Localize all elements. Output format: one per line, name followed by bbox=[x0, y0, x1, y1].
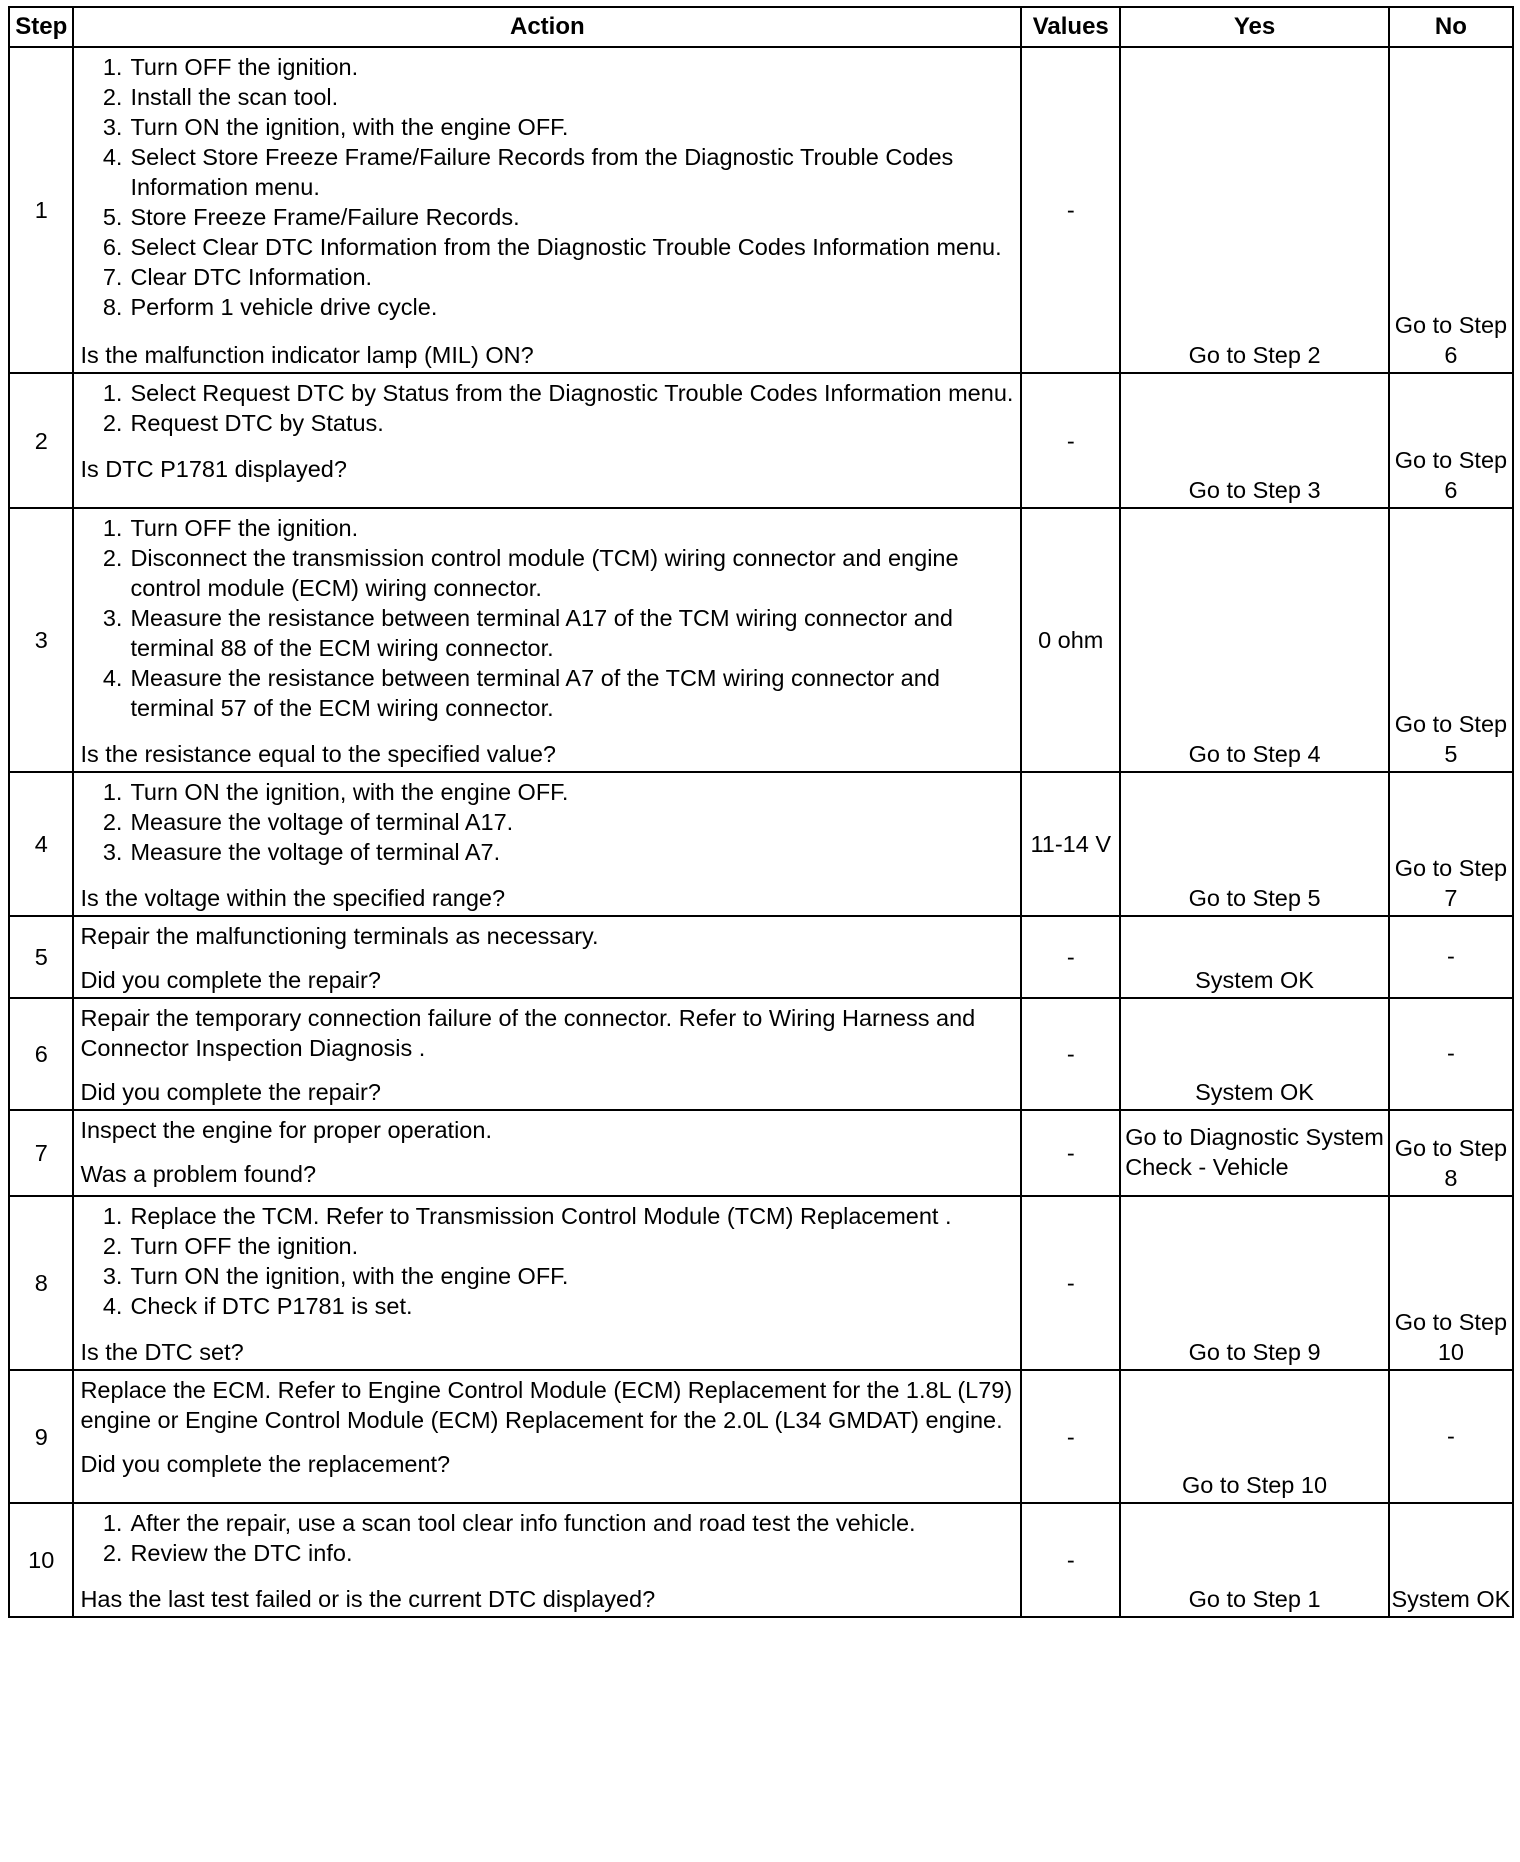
yes-cell: System OK bbox=[1120, 916, 1389, 998]
yes-cell: Go to Step 10 bbox=[1120, 1370, 1389, 1503]
action-steps bbox=[80, 378, 1014, 438]
table-row bbox=[9, 772, 1513, 916]
no-cell: Go to Step 5 bbox=[1389, 508, 1513, 772]
action-step: 1. Turn ON the ignition, with the engine OFF. bbox=[102, 779, 569, 805]
value-cell: - bbox=[1021, 916, 1120, 998]
step-number: 7 bbox=[9, 1110, 73, 1196]
header-step: Step bbox=[9, 7, 73, 47]
action-step: 2. Disconnect the transmission control module (TCM) wiring connector and engine control module (ECM) wiring connector. bbox=[102, 545, 959, 601]
action-question: Is the DTC set? bbox=[80, 1339, 244, 1365]
yes-cell: Go to Step 9 bbox=[1120, 1196, 1389, 1370]
step-number: 2 bbox=[9, 373, 73, 508]
action-step: 8. Perform 1 vehicle drive cycle. bbox=[102, 294, 438, 320]
action-step: 1. After the repair, use a scan tool clear info function and road test the vehicle. bbox=[102, 1510, 916, 1536]
step-number: 4 bbox=[9, 772, 73, 916]
yes-cell: Go to Diagnostic System Check - Vehicle bbox=[1120, 1110, 1389, 1196]
step-number: 1 bbox=[9, 47, 73, 373]
table-row bbox=[9, 508, 1513, 772]
action-step: 4. Select Store Freeze Frame/Failure Records from the Diagnostic Trouble Codes Information menu. bbox=[102, 144, 954, 200]
step-number: 9 bbox=[9, 1370, 73, 1503]
table-row bbox=[9, 1370, 1513, 1503]
diagnostic-table-sheet bbox=[8, 6, 1514, 1618]
action-steps bbox=[80, 513, 1014, 723]
action-step: 4. Check if DTC P1781 is set. bbox=[102, 1293, 413, 1319]
action-step: 3. Measure the resistance between terminal A17 of the TCM wiring connector and terminal 88 of the ECM wiring connector. bbox=[102, 605, 953, 661]
header-action: Action bbox=[73, 7, 1021, 47]
value-cell: 0 ohm bbox=[1021, 508, 1120, 772]
action-step: 2. Request DTC by Status. bbox=[102, 410, 384, 436]
table-row bbox=[9, 998, 1513, 1110]
action-cell bbox=[73, 998, 1021, 1110]
yes-cell: Go to Step 1 bbox=[1120, 1503, 1389, 1617]
yes-cell: Go to Step 3 bbox=[1120, 373, 1389, 508]
action-question: Is the malfunction indicator lamp (MIL) ON? bbox=[80, 342, 534, 368]
header-row bbox=[9, 7, 1513, 47]
action-step: 3. Turn ON the ignition, with the engine OFF. bbox=[102, 114, 569, 140]
step-number: 5 bbox=[9, 916, 73, 998]
action-steps bbox=[80, 777, 1014, 867]
action-step: 1. Replace the TCM. Refer to Transmission Control Module (TCM) Replacement . bbox=[102, 1203, 952, 1229]
action-question: Is the voltage within the specified range? bbox=[80, 885, 506, 911]
step-number: 6 bbox=[9, 998, 73, 1110]
action-step: 1. Turn OFF the ignition. bbox=[102, 515, 359, 541]
action-question: Is the resistance equal to the specified value? bbox=[80, 741, 556, 767]
value-cell: - bbox=[1021, 47, 1120, 373]
action-text: Repair the temporary connection failure of the connector. Refer to Wiring Harness and Connector Inspection Diagnosis . bbox=[80, 1005, 976, 1061]
action-cell bbox=[73, 1503, 1021, 1617]
action-step: 3. Measure the voltage of terminal A7. bbox=[102, 839, 501, 865]
step-number: 3 bbox=[9, 508, 73, 772]
no-cell: Go to Step 6 bbox=[1389, 47, 1513, 373]
action-step: 4. Measure the resistance between terminal A7 of the TCM wiring connector and terminal 57 of the ECM wiring connector. bbox=[102, 665, 940, 721]
action-step: 7. Clear DTC Information. bbox=[102, 264, 373, 290]
yes-cell: Go to Step 4 bbox=[1120, 508, 1389, 772]
yes-cell: System OK bbox=[1120, 998, 1389, 1110]
action-cell bbox=[73, 772, 1021, 916]
table-row bbox=[9, 373, 1513, 508]
header-values: Values bbox=[1021, 7, 1120, 47]
action-cell bbox=[73, 508, 1021, 772]
table-row bbox=[9, 916, 1513, 998]
action-question: Was a problem found? bbox=[80, 1161, 317, 1187]
action-cell bbox=[73, 1370, 1021, 1503]
action-question: Has the last test failed or is the current DTC displayed? bbox=[80, 1586, 656, 1612]
action-step: 1. Select Request DTC by Status from the Diagnostic Trouble Codes Information menu. bbox=[102, 380, 1014, 406]
value-cell: - bbox=[1021, 373, 1120, 508]
action-step: 6. Select Clear DTC Information from the Diagnostic Trouble Codes Information menu. bbox=[102, 234, 1002, 260]
action-text: Inspect the engine for proper operation. bbox=[80, 1117, 492, 1143]
value-cell: - bbox=[1021, 998, 1120, 1110]
no-cell: Go to Step 8 bbox=[1389, 1110, 1513, 1196]
action-cell bbox=[73, 373, 1021, 508]
table-row bbox=[9, 1196, 1513, 1370]
action-question: Is DTC P1781 displayed? bbox=[80, 456, 347, 482]
action-steps bbox=[80, 1201, 1014, 1321]
action-cell bbox=[73, 916, 1021, 998]
yes-cell: Go to Step 5 bbox=[1120, 772, 1389, 916]
value-cell: - bbox=[1021, 1110, 1120, 1196]
no-cell: - bbox=[1389, 998, 1513, 1110]
action-step: 2. Install the scan tool. bbox=[102, 84, 339, 110]
action-cell bbox=[73, 1196, 1021, 1370]
no-cell: - bbox=[1389, 916, 1513, 998]
step-number: 8 bbox=[9, 1196, 73, 1370]
action-question: Did you complete the repair? bbox=[80, 967, 381, 993]
no-cell: Go to Step 6 bbox=[1389, 373, 1513, 508]
action-step: 2. Review the DTC info. bbox=[102, 1540, 353, 1566]
table-row bbox=[9, 1503, 1513, 1617]
diagnostic-table bbox=[8, 6, 1514, 1618]
action-steps bbox=[80, 52, 1014, 322]
action-text: Replace the ECM. Refer to Engine Control Module (ECM) Replacement for the 1.8L (L79) engine or Engine Control Module (ECM) Replacement for the 2.0L (L34 GMDAT) engine. bbox=[80, 1377, 1013, 1433]
action-step: 2. Measure the voltage of terminal A17. bbox=[102, 809, 514, 835]
action-step: 5. Store Freeze Frame/Failure Records. bbox=[102, 204, 520, 230]
action-question: Did you complete the repair? bbox=[80, 1079, 381, 1105]
action-step: 2. Turn OFF the ignition. bbox=[102, 1233, 359, 1259]
action-text: Repair the malfunctioning terminals as necessary. bbox=[80, 923, 599, 949]
no-cell: Go to Step 10 bbox=[1389, 1196, 1513, 1370]
table-row bbox=[9, 47, 1513, 373]
action-question: Did you complete the replacement? bbox=[80, 1451, 451, 1477]
action-step: 1. Turn OFF the ignition. bbox=[102, 54, 359, 80]
yes-cell: Go to Step 2 bbox=[1120, 47, 1389, 373]
no-cell: Go to Step 7 bbox=[1389, 772, 1513, 916]
value-cell: 11-14 V bbox=[1021, 772, 1120, 916]
action-cell bbox=[73, 1110, 1021, 1196]
value-cell: - bbox=[1021, 1503, 1120, 1617]
step-number: 10 bbox=[9, 1503, 73, 1617]
no-cell: System OK bbox=[1389, 1503, 1513, 1617]
action-cell bbox=[73, 47, 1021, 373]
table-row bbox=[9, 1110, 1513, 1196]
value-cell: - bbox=[1021, 1370, 1120, 1503]
header-no: No bbox=[1389, 7, 1513, 47]
header-yes: Yes bbox=[1120, 7, 1389, 47]
no-cell: - bbox=[1389, 1370, 1513, 1503]
value-cell: - bbox=[1021, 1196, 1120, 1370]
action-steps bbox=[80, 1508, 1014, 1568]
action-step: 3. Turn ON the ignition, with the engine OFF. bbox=[102, 1263, 569, 1289]
